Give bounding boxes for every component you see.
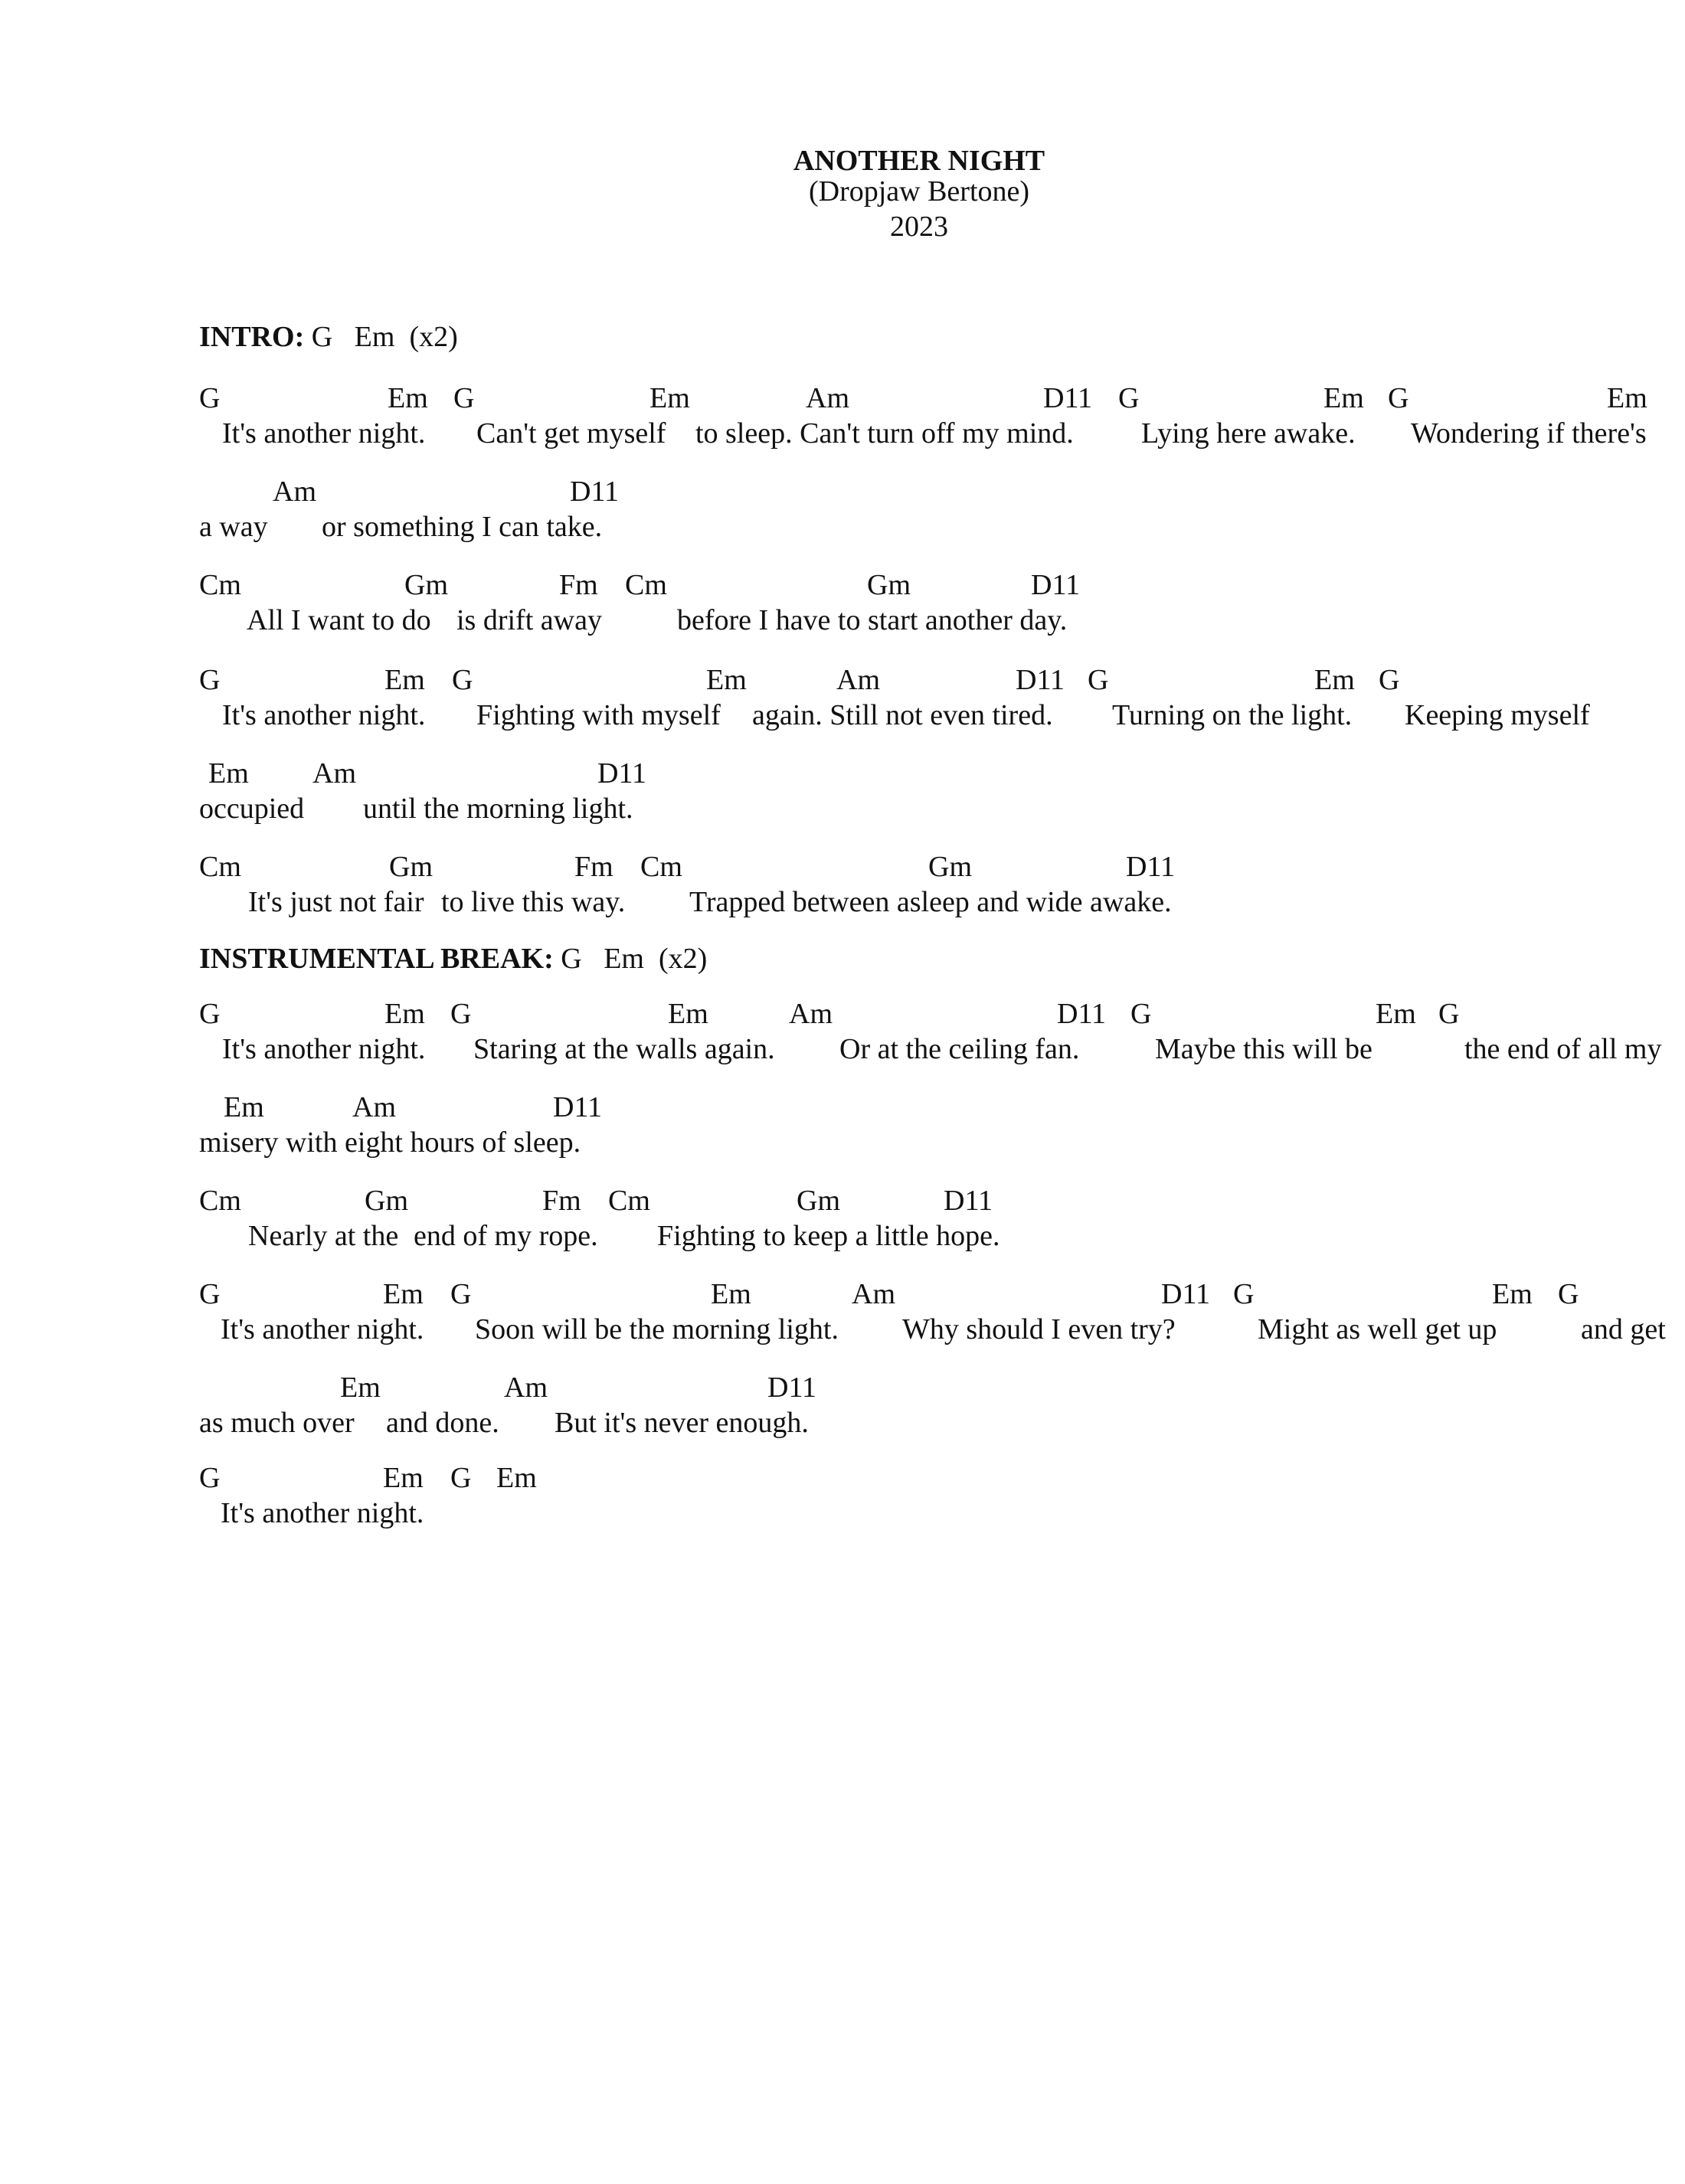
lyric-phrase: the end of all my: [1464, 1033, 1662, 1065]
chord-G: G: [453, 382, 475, 414]
intro-label: INTRO:: [199, 321, 305, 353]
chord-Em: Em: [384, 664, 425, 696]
chord-G: G: [1388, 382, 1409, 414]
lyric-phrase: It's another night.: [221, 1313, 424, 1345]
lyric-phrase: Wondering if there's: [1411, 417, 1647, 450]
lyric-phrase: Lying here awake.: [1141, 417, 1356, 450]
lyric-phrase: a way: [199, 511, 268, 543]
lyric-phrase: It's another night.: [222, 417, 426, 450]
chord-Cm: Cm: [625, 569, 667, 601]
chord-G: G: [1088, 664, 1109, 696]
song-artist: (Dropjaw Bertone): [808, 175, 1030, 208]
chord-D11: D11: [1057, 998, 1107, 1030]
instrumental-break-section: [199, 942, 707, 976]
chord-G: G: [199, 382, 221, 414]
lyric-phrase: Maybe this will be: [1155, 1033, 1373, 1065]
lyric-phrase: All I want to do: [247, 604, 431, 636]
intro-chords: G Em (x2): [304, 321, 458, 353]
break-chords: G Em (x2): [553, 943, 708, 975]
lyric-phrase: and done.: [386, 1407, 499, 1439]
chord-Gm: Gm: [797, 1185, 840, 1217]
lyric-phrase: It's another night.: [222, 1033, 426, 1065]
chord-Em: Em: [706, 664, 747, 696]
lyric-phrase: Fighting with myself: [476, 699, 721, 731]
chord-Em: Em: [711, 1278, 751, 1310]
chord-D11: D11: [944, 1185, 993, 1217]
chord-G: G: [450, 1278, 472, 1310]
lyric-phrase: Nearly at the: [248, 1220, 399, 1252]
chord-D11: D11: [767, 1372, 817, 1404]
lyric-phrase: end of my rope.: [414, 1220, 598, 1252]
lyric-phrase: as much over: [199, 1407, 355, 1439]
chord-G: G: [199, 998, 221, 1030]
lyric-phrase: is drift away: [456, 604, 602, 636]
chord-D11: D11: [1043, 382, 1093, 414]
chord-D11: D11: [1126, 851, 1176, 883]
lyric-phrase: It's another night.: [221, 1497, 424, 1529]
chord-Am: Am: [504, 1372, 548, 1404]
song-title: ANOTHER NIGHT: [793, 145, 1045, 177]
break-label: INSTRUMENTAL BREAK:: [199, 943, 554, 975]
lyric-phrase: Why should I even try?: [902, 1313, 1176, 1345]
lyric-phrase: before I have to start another day.: [677, 604, 1068, 636]
chord-Am: Am: [852, 1278, 895, 1310]
chord-Em: Em: [649, 382, 690, 414]
lyric-phrase: But it's never enough.: [555, 1407, 809, 1439]
chord-Em: Em: [384, 998, 425, 1030]
lyric-phrase: Soon will be the morning light.: [475, 1313, 839, 1345]
lyric-phrase: Might as well get up: [1258, 1313, 1497, 1345]
chord-D11: D11: [1161, 1278, 1211, 1310]
chord-Cm: Cm: [199, 1185, 241, 1217]
chord-Am: Am: [806, 382, 849, 414]
chord-Em: Em: [1314, 664, 1355, 696]
chord-Gm: Gm: [404, 569, 448, 601]
lyric-phrase: to sleep. Can't turn off my mind.: [695, 417, 1074, 450]
chord-G: G: [1558, 1278, 1579, 1310]
chord-Em: Em: [208, 757, 249, 790]
chord-G: G: [199, 1278, 221, 1310]
chord-Em: Em: [383, 1462, 424, 1494]
chord-Em: Em: [340, 1372, 381, 1404]
chord-G: G: [199, 1462, 221, 1494]
chord-Em: Em: [224, 1091, 264, 1123]
chord-G: G: [1438, 998, 1460, 1030]
lyric-phrase: Trapped between asleep and wide awake.: [689, 886, 1172, 918]
lyric-phrase: again. Still not even tired.: [752, 699, 1053, 731]
chord-Em: Em: [496, 1462, 537, 1494]
chord-D11: D11: [570, 476, 620, 508]
lyric-phrase: Turning on the light.: [1112, 699, 1353, 731]
lyric-phrase: and get: [1581, 1313, 1666, 1345]
chord-Gm: Gm: [365, 1185, 408, 1217]
chord-G: G: [450, 1462, 472, 1494]
chord-Em: Em: [383, 1278, 424, 1310]
chord-Em: Em: [1492, 1278, 1533, 1310]
song-year: 2023: [890, 211, 948, 243]
chord-Gm: Gm: [928, 851, 972, 883]
chord-G: G: [1118, 382, 1140, 414]
chord-Em: Em: [1607, 382, 1647, 414]
chord-G: G: [452, 664, 473, 696]
lyric-phrase: Staring at the walls again.: [473, 1033, 775, 1065]
lyric-phrase: Keeping myself: [1405, 699, 1590, 731]
lyric-phrase: Fighting to keep a little hope.: [657, 1220, 1000, 1252]
chord-Em: Em: [1323, 382, 1364, 414]
chord-Em: Em: [1376, 998, 1416, 1030]
chord-G: G: [1233, 1278, 1255, 1310]
chord-G: G: [1379, 664, 1400, 696]
chord-Fm: Fm: [574, 851, 613, 883]
chord-Cm: Cm: [199, 569, 241, 601]
chord-Am: Am: [312, 757, 356, 790]
chord-Cm: Cm: [199, 851, 241, 883]
intro-section: [199, 320, 458, 354]
chord-Cm: Cm: [608, 1185, 650, 1217]
chord-Am: Am: [789, 998, 833, 1030]
chord-Am: Am: [273, 476, 316, 508]
lyric-phrase: Can't get myself: [476, 417, 666, 450]
chord-D11: D11: [1016, 664, 1065, 696]
chord-D11: D11: [1031, 569, 1081, 601]
chord-Am: Am: [836, 664, 880, 696]
chord-Em: Em: [388, 382, 428, 414]
chord-D11: D11: [597, 757, 647, 790]
lyric-phrase: until the morning light.: [363, 793, 633, 825]
chord-G: G: [199, 664, 221, 696]
lyric-phrase: to live this way.: [441, 886, 626, 918]
lyric-phrase: occupied: [199, 793, 305, 825]
lyric-phrase: misery with eight hours of sleep.: [199, 1126, 581, 1159]
lyric-phrase: or something I can take.: [322, 511, 603, 543]
chord-G: G: [450, 998, 472, 1030]
lyric-phrase: Or at the ceiling fan.: [839, 1033, 1080, 1065]
lyric-phrase: It's just not fair: [248, 886, 424, 918]
chord-Fm: Fm: [542, 1185, 581, 1217]
chord-Fm: Fm: [559, 569, 598, 601]
chord-D11: D11: [553, 1091, 603, 1123]
chord-G: G: [1130, 998, 1152, 1030]
chord-Cm: Cm: [640, 851, 682, 883]
chord-Am: Am: [352, 1091, 396, 1123]
lyric-phrase: It's another night.: [222, 699, 426, 731]
chord-Gm: Gm: [389, 851, 433, 883]
chord-Gm: Gm: [867, 569, 911, 601]
chord-Em: Em: [668, 998, 708, 1030]
